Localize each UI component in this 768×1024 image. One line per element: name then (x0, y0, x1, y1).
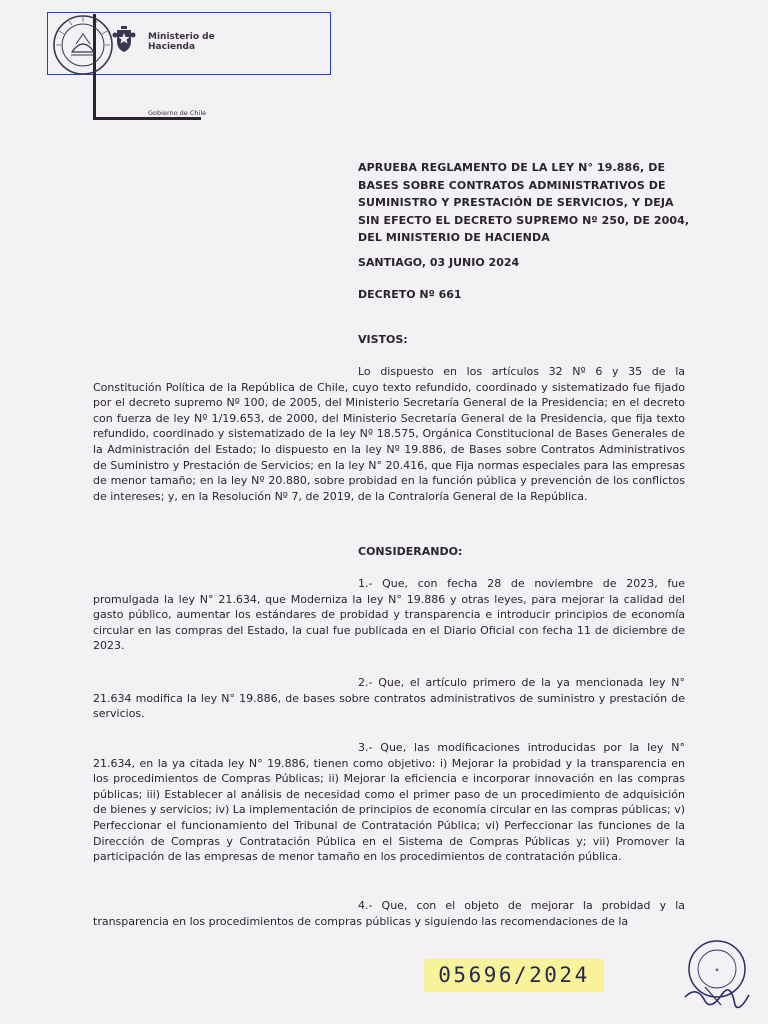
registry-stamp-number: 05696/2024 (424, 959, 604, 992)
considerando-paragraph-2 (93, 675, 685, 722)
header-divider-horizontal (93, 117, 201, 120)
contraloria-seal-icon (52, 14, 114, 76)
considerando-text: 3.- Que, las modificaciones introducidas por la ley N° 21.634, en la ya citada ley N° 19.886, tienen como objetivo: i) Mejorar la probidad y la transparencia en los procedimientos de Compras Públicas; ii) Mejorar la eficiencia e incorporar innovación en las compras públicas; iii) Establecer al análisis de necesidad como el primer paso de un procedimiento de adquisición de bienes y servicios; iv) La implementación de principios de economía circular en las compras públicas; v) Perfeccionar el funcionamiento del Tribunal de Contratación Pública; vi) Perfeccionar las funciones de la Dirección de Compras y Contratación Pública en el Sistema de Compras Públicas y; vii) Promover la participación de las empresas de menor tamaño en los procedimientos de contratación pública. (93, 741, 685, 864)
vistos-paragraph (93, 364, 685, 504)
vistos-heading: VISTOS: (358, 333, 408, 346)
svg-text:✶: ✶ (714, 967, 720, 974)
considerando-paragraph-3 (93, 740, 685, 865)
decree-number: DECRETO Nº 661 (358, 288, 462, 301)
coat-of-arms-icon (112, 26, 136, 54)
considerando-paragraph-4 (93, 898, 685, 929)
place-date: SANTIAGO, 03 JUNIO 2024 (358, 256, 520, 269)
considerando-paragraph-1 (93, 576, 685, 654)
considerando-heading: CONSIDERANDO: (358, 545, 463, 558)
gobierno-label: Gobierno de Chile (148, 109, 207, 117)
ministerio-hacienda-stamp-icon (675, 935, 755, 1015)
vistos-text: Lo dispuesto en los artículos 32 Nº 6 y 35 de la Constitución Política de la República de Chile, cuyo texto refundido, coordinado y sistematizado fue fijado por el decreto supremo Nº 100, de 2005, del Ministerio Secretaría General de la Presidencia; en el decreto con fuerza de ley Nº 1/19.653, de 2000, del Ministerio Secretaría General de la Presidencia, que fija texto refundido, coordinado y sistematizado de la ley Nº 18.575, Orgánica Constitucional de Bases Generales de la Administración del Estado; lo dispuesto en la ley Nº 19.886, de Bases sobre Contratos Administrativos de Suministro y Prestación de Servicios; en la ley N° 20.416, que Fija normas especiales para las empresas de menor tamaño; en la ley Nº 20.880, sobre probidad en la función pública y prevención de los conflictos de intereses; y, en la Resolución Nº 7, de 2019, de la Contraloría General de la República. (93, 365, 685, 503)
document-title: APRUEBA REGLAMENTO DE LA LEY N° 19.886, DE BASES SOBRE CONTRATOS ADMINISTRATIVOS DE SUMINISTRO Y PRESTACIÓN DE SERVICIOS, Y DEJA SIN EFECTO EL DECRETO SUPREMO Nº 250, DE 2004, DEL MINISTERIO DE HACIENDA (358, 161, 690, 244)
ministry-name (148, 32, 215, 52)
considerando-text: 4.- Que, con el objeto de mejorar la probidad y la transparencia en los procedimientos de compras públicas y siguiendo las recomendaciones de la (93, 899, 685, 928)
considerando-text: 2.- Que, el artículo primero de la ya mencionada ley N° 21.634 modifica la ley N° 19.886, de bases sobre contratos administrativos de suministro y prestación de servicios. (93, 676, 685, 721)
ministry-line-2: Hacienda (148, 42, 196, 52)
considerando-text: 1.- Que, con fecha 28 de noviembre de 2023, fue promulgada la ley N° 21.634, que Moderniza la ley N° 19.886 y otras leyes, para mejorar la calidad del gasto público, aumentar los estándares de probidad y transparencia e introducir principios de economía circular en las compras del Estado, la cual fue publicada en el Diario Oficial con fecha 11 de diciembre de 2023. (93, 577, 685, 653)
ministry-line-1: Ministerio de (148, 32, 215, 42)
